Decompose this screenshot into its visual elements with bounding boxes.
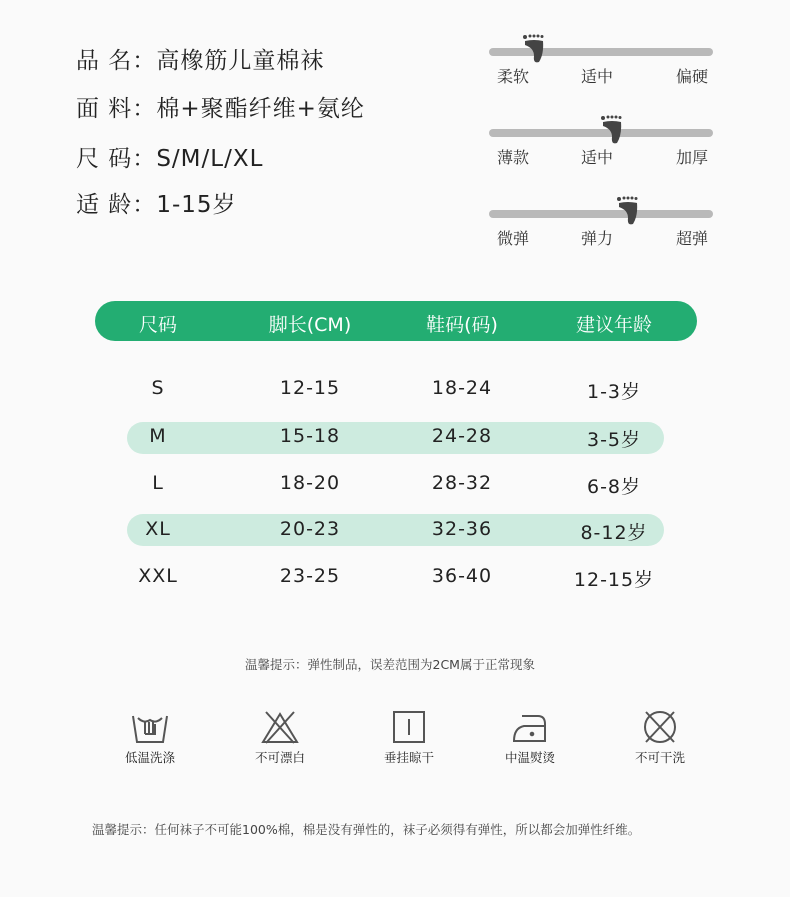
- slider-label-low: 柔软: [497, 67, 530, 86]
- foot-marker-icon: [600, 115, 624, 145]
- table-cell: 12-15岁: [573, 569, 655, 591]
- slider-label-mid: 适中: [581, 148, 614, 167]
- info-label: 面 料：: [76, 96, 157, 122]
- table-cell: 6-8岁: [586, 476, 642, 498]
- no-bleach-icon: [235, 710, 325, 744]
- care-symbol: [364, 710, 454, 766]
- tolerance-note: 温馨提示：弹性制品，误差范围为2CM属于正常现象: [245, 657, 535, 672]
- table-cell: M: [149, 425, 167, 447]
- table-cell: S: [151, 377, 165, 399]
- column-header: 尺码: [138, 314, 178, 336]
- table-cell: 1-3岁: [586, 381, 642, 403]
- info-name: [76, 42, 324, 75]
- care-symbol: [235, 710, 325, 766]
- info-material: [76, 90, 365, 123]
- info-label: 尺 码：: [76, 146, 157, 172]
- iron-medium-icon: [485, 710, 575, 744]
- table-cell: 18-24: [431, 377, 493, 399]
- slider-label-high: 超弹: [675, 229, 708, 248]
- care-label: 垂挂晾干: [383, 750, 434, 765]
- column-header: 建议年龄: [575, 314, 653, 336]
- care-label: 中温熨烫: [504, 750, 555, 765]
- care-label: 不可干洗: [634, 750, 685, 765]
- table-cell: 15-18: [279, 425, 341, 447]
- info-label: 品 名：: [76, 48, 157, 74]
- foot-marker-icon: [522, 34, 546, 64]
- column-header: 鞋码(码): [426, 314, 498, 336]
- info-value: 高橡筋儿童棉袜: [156, 48, 325, 74]
- slider-label-mid: 适中: [581, 67, 614, 86]
- hand-wash-icon: [105, 710, 195, 744]
- table-cell: 36-40: [431, 565, 493, 587]
- slider-label-high: 偏硬: [675, 67, 708, 86]
- info-value: S/M/L/XL: [156, 146, 264, 172]
- table-cell: XXL: [138, 565, 178, 587]
- slider-label-high: 加厚: [675, 148, 708, 167]
- slider-label-low: 薄款: [497, 148, 530, 167]
- info-value: 棉+聚酯纤维+氨纶: [156, 96, 365, 122]
- table-cell: 24-28: [431, 425, 493, 447]
- table-cell: 8-12岁: [580, 522, 648, 544]
- table-cell: 28-32: [431, 472, 493, 494]
- row-highlight: [127, 422, 664, 454]
- care-symbol: [485, 710, 575, 766]
- slider-track: [489, 210, 713, 218]
- table-cell: 20-23: [279, 518, 341, 540]
- table-cell: 23-25: [279, 565, 341, 587]
- table-cell: 12-15: [279, 377, 341, 399]
- care-label: 不可漂白: [254, 750, 305, 765]
- info-age: [76, 186, 237, 219]
- no-dry-clean-icon: [615, 710, 705, 744]
- slider-label-low: 微弹: [497, 229, 530, 248]
- hang-dry-icon: [364, 710, 454, 744]
- table-cell: 32-36: [431, 518, 493, 540]
- care-symbol: [615, 710, 705, 766]
- slider-label-mid: 弹力: [581, 229, 614, 248]
- info-label: 适 龄：: [76, 192, 157, 218]
- info-value: 1-15岁: [156, 192, 237, 218]
- care-symbol: [105, 710, 195, 766]
- table-cell: XL: [145, 518, 171, 540]
- foot-marker-icon: [616, 196, 640, 226]
- info-size: [76, 140, 263, 173]
- care-label: 低温洗涤: [124, 750, 175, 765]
- column-header: 脚长(CM): [268, 314, 352, 336]
- table-cell: 3-5岁: [586, 429, 642, 451]
- fiber-note: 温馨提示：任何袜子不可能100%棉，棉是没有弹性的，袜子必须得有弹性，所以都会加弹性纤维。: [92, 822, 641, 837]
- table-cell: 18-20: [279, 472, 341, 494]
- table-cell: L: [152, 472, 164, 494]
